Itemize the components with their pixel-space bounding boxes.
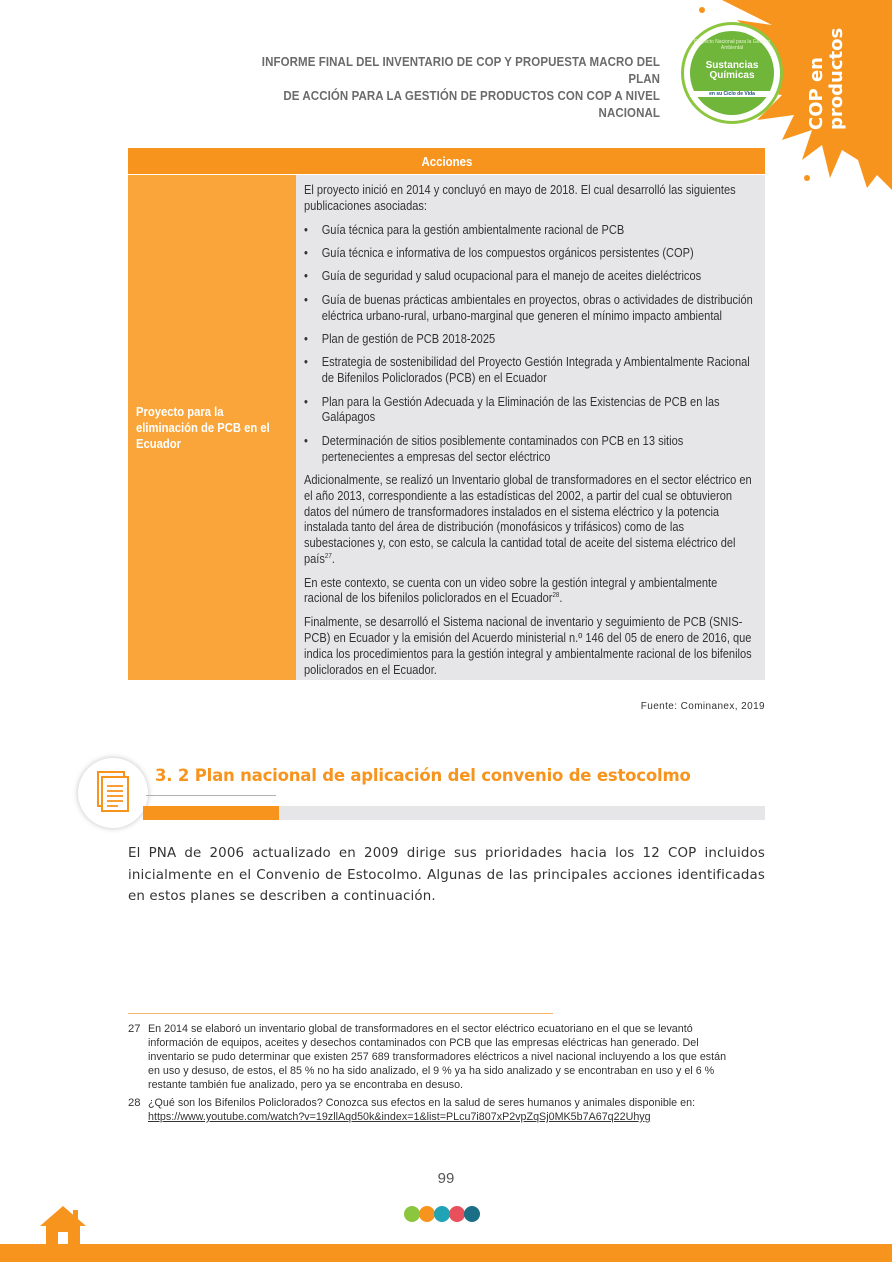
footnote-ref-27[interactable]: 27 bbox=[324, 552, 332, 560]
color-dot bbox=[434, 1206, 450, 1222]
section-bar-gray bbox=[279, 806, 765, 820]
report-title-line2: DE ACCIÓN PARA LA GESTIÓN DE PRODUCTOS CON COP A NIVEL NACIONAL bbox=[283, 89, 660, 120]
section-title: 3. 2 Plan nacional de aplicación del convenio de estocolmo bbox=[155, 766, 691, 785]
project-seal-logo bbox=[681, 22, 783, 124]
content-para-inventory: Adicionalmente, se realizó un Inventario global de transformadores en el sector eléctrico en el año 2013, correspondiente a las estadísticas del 2002, a partir del cual se obtuvieron datos del número de transformadores instalados en el sistema eléctrico y la potencia instalada tanto del área de distribución (monofásicos y trifásicos) como de las subestaciones y, con esto, se calcula la cantidad total de aceite del sistema eléctrico del país$^{27}$. bbox=[304, 472, 752, 566]
footnote-rule bbox=[128, 1013, 553, 1014]
list-item: • Guía técnica para la gestión ambientalmente racional de PCB bbox=[304, 223, 757, 239]
document-icon bbox=[78, 758, 148, 828]
row-label-cell bbox=[128, 175, 296, 680]
publications-list bbox=[304, 223, 757, 466]
list-item: • Guía de buenas prácticas ambientales en proyectos, obras o actividades de distribución eléctrica urbano-rural, urbano-marginal que generen el mínimo impacto ambiental bbox=[304, 293, 757, 325]
report-title bbox=[237, 54, 660, 122]
list-item: • Guía de seguridad y salud ocupacional para el manejo de aceites dieléctricos bbox=[304, 269, 757, 285]
color-dot bbox=[464, 1206, 480, 1222]
row-label: Proyecto para la eliminación de PCB en el Ecuador bbox=[136, 404, 270, 451]
footnote-text-body: ¿Qué son los Bifenilos Policlorados? Conozca sus efectos en la salud de seres humanos y animales disponible en: bbox=[148, 1097, 696, 1109]
color-dots-decoration bbox=[404, 1206, 479, 1222]
para-inventory-text: Adicionalmente, se realizó un Inventario global de transformadores en el sector eléctrico en el año 2013, correspondiente a las estadísticas del 2002, a partir del cual se obtuvieron datos del número de transformadores instalados en el sistema eléctrico y la potencia instalada tanto del área de distribución (monofásicos y trifásicos) como de las subestaciones y, con esto, se calcula la cantidad total de aceite del sistema eléctrico del país bbox=[304, 472, 752, 566]
color-dot bbox=[449, 1206, 465, 1222]
report-title-line1: INFORME FINAL DEL INVENTARIO DE COP Y PROPUESTA MACRO DEL PLAN bbox=[261, 55, 660, 86]
actions-header-label: Acciones bbox=[421, 154, 472, 169]
para-video-text: En este contexto, se cuenta con un video sobre la gestión integral y ambientalmente racional de los bifenilos policlorados en el Ecuador bbox=[304, 575, 718, 606]
list-item: • Plan para la Gestión Adecuada y la Eliminación de las Existencias de PCB en las Galápagos bbox=[304, 395, 757, 427]
section-body-text: El PNA de 2006 actualizado en 2009 dirige sus prioridades hacia los 12 COP incluidos inicialmente en el Convenio de Estocolmo. Algunas de las principales acciones identificadas en estos planes se describen a continuación. bbox=[128, 846, 765, 905]
section-divider-line bbox=[146, 795, 276, 796]
list-item: • Plan de gestión de PCB 2018-2025 bbox=[304, 332, 757, 348]
seal-ring-text: Proyecto Nacional para la Gestión Ambiental bbox=[694, 39, 770, 51]
footnotes bbox=[128, 1022, 768, 1128]
footnote-text bbox=[148, 1096, 737, 1124]
content-intro: El proyecto inició en 2014 y concluyó en mayo de 2018. El cual desarrolló las siguientes publicaciones asociadas: bbox=[304, 183, 736, 213]
list-item: • Guía técnica e informativa de los compuestos orgánicos persistentes (COP) bbox=[304, 246, 757, 262]
footnote-28 bbox=[128, 1096, 768, 1124]
page-number: 99 bbox=[437, 1170, 455, 1187]
seal-sub-text: en su Ciclo de Vida bbox=[690, 91, 774, 97]
content-para-video: En este contexto, se cuenta con un video sobre la gestión integral y ambientalmente racional de los bifenilos policlorados en el Ecuador$^{28}$. bbox=[304, 575, 718, 606]
home-icon[interactable] bbox=[38, 1204, 88, 1246]
footnote-ref-28[interactable]: 28 bbox=[552, 592, 560, 600]
footnote-number: 28 bbox=[128, 1097, 141, 1109]
footnote-text: En 2014 se elaboró un inventario global de transformadores en el sector eléctrico ecuatoriano en el que se levantó información de equipos, aceites y desechos contaminados con PCB que las empresas eléctricas han generado. Del inventario se pudo determinar que existen 257 689 transformadores eléctricos a nivel nacional incluyendo a los que están en uso y desuso, de estos, el 85 % no ha sido analizado, el 9 % ya ha sido analizado y se encontraban en uso y el 6 % restante también fue analizado, pero ya se encontraba en desuso. bbox=[148, 1023, 727, 1091]
section-icon-badge bbox=[78, 758, 148, 828]
seal-main-text: Sustancias Químicas bbox=[705, 60, 759, 81]
footer-bar bbox=[0, 1244, 892, 1262]
row-content-cell bbox=[296, 175, 765, 680]
footnote-number: 27 bbox=[128, 1023, 141, 1035]
actions-table bbox=[128, 148, 765, 680]
seal-inner bbox=[690, 31, 774, 115]
actions-table-row bbox=[128, 175, 765, 680]
list-item: • Estrategia de sostenibilidad del Proyecto Gestión Integrada y Ambientalmente Racional de Bifenilos Policlorados (PCB) en el Ecuador bbox=[304, 355, 757, 387]
content-para-snis: Finalmente, se desarrolló el Sistema nacional de inventario y seguimiento de PCB (SNIS-PCB) en Ecuador y la emisión del Acuerdo ministerial n.º 146 del 05 de enero de 2016, que indica los procedimientos para la gestión integral y ambientalmente racional de los bifenilos policlorados en el Ecuador. bbox=[304, 615, 752, 677]
side-tab-line1: COP en bbox=[806, 57, 827, 130]
color-dot bbox=[419, 1206, 435, 1222]
footnote-27 bbox=[128, 1022, 768, 1092]
color-dot bbox=[404, 1206, 420, 1222]
side-tab-line2: productos bbox=[826, 27, 847, 130]
section-bar-accent bbox=[143, 806, 279, 820]
youtube-link[interactable]: https://www.youtube.com/watch?v=19zllAqd50k&index=1&list=PLcu7i807xP2vpZqSj0MK5b7A67q22Uhyg bbox=[148, 1111, 651, 1123]
chapter-side-tab bbox=[805, 27, 855, 130]
list-item: • Determinación de sitios posiblemente contaminados con PCB en 13 sitios pertenecientes a empresas del sector eléctrico bbox=[304, 434, 757, 466]
source-caption: Fuente: Cominanex, 2019 bbox=[640, 701, 765, 712]
actions-table-header bbox=[128, 148, 765, 175]
